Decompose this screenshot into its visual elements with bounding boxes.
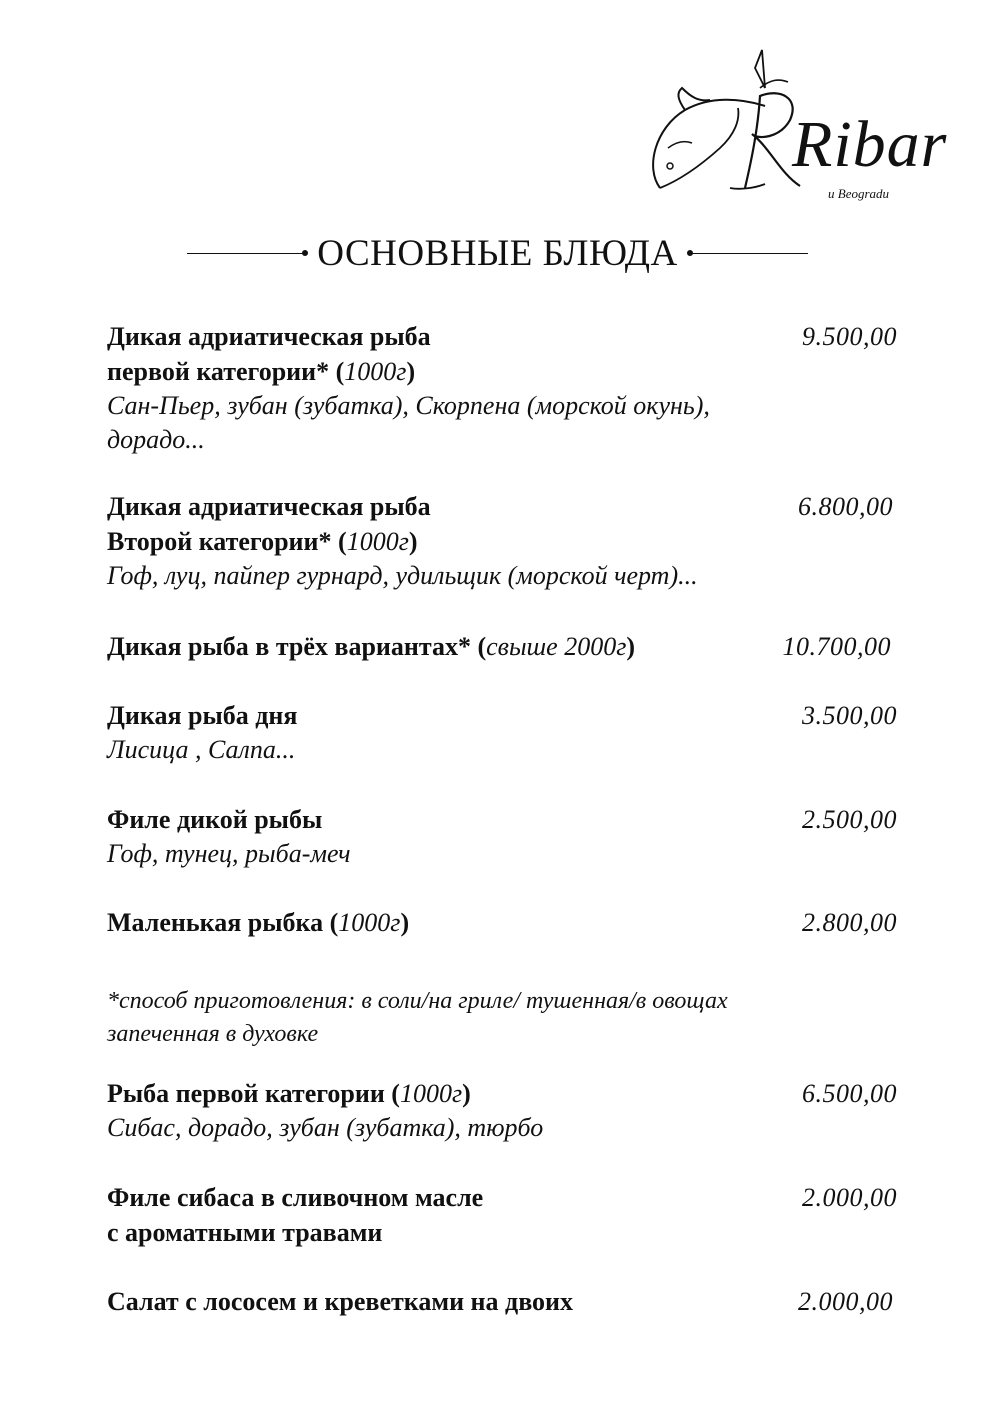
footnote-line: запеченная в духовке	[107, 1021, 319, 1047]
heading-rule-left	[187, 253, 305, 254]
item-name: Филе сибаса в сливочном масле	[107, 1183, 484, 1212]
menu-item	[107, 802, 897, 871]
item-name: Дикая рыба дня	[107, 701, 298, 730]
ribar-logo	[640, 48, 948, 208]
menu-item	[107, 1284, 897, 1319]
item-price: 6.500,00	[802, 1079, 897, 1108]
menu-item	[107, 1180, 897, 1250]
heading-rule-right	[690, 253, 808, 254]
item-price: 2.000,00	[802, 1183, 897, 1212]
item-description-line2: дорадо...	[107, 425, 205, 454]
item-description: Лисица , Салпа...	[107, 735, 296, 764]
logo-subtext: u Beogradu	[828, 186, 890, 201]
item-description: Сибас, дорадо, зубан (зубатка), тюрбо	[107, 1113, 544, 1142]
logo-wordmark: Ribar	[792, 108, 948, 181]
item-name: Дикая рыба в трёх вариантах* (свыше 2000г)	[107, 632, 636, 661]
item-price: 3.500,00	[802, 701, 897, 730]
menu-item	[107, 905, 897, 940]
item-price: 2.500,00	[802, 805, 897, 834]
item-name: Рыба первой категории (1000г)	[107, 1079, 471, 1108]
item-name-line2: с ароматными травами	[107, 1218, 383, 1247]
cooking-methods-footnote	[107, 985, 897, 1051]
item-weight: 1000г	[344, 357, 407, 386]
menu-item	[107, 1076, 897, 1145]
item-name: Дикая адриатическая рыба	[107, 492, 431, 521]
item-name: Салат с лососем и креветками на двоих	[107, 1287, 574, 1316]
section-heading	[0, 232, 995, 275]
item-description: Гоф, луц, пайпер гурнард, удильщик (морской черт)...	[107, 561, 698, 590]
item-name-line2: Второй категории* (1000г)	[107, 527, 418, 556]
item-price: 2.000,00	[798, 1287, 893, 1316]
item-weight: 1000г	[399, 1079, 463, 1108]
item-description: Сан-Пьер, зубан (зубатка), Скорпена (морской окунь),	[107, 391, 710, 420]
menu-item	[107, 698, 897, 767]
menu-item	[107, 319, 897, 457]
item-price: 10.700,00	[782, 632, 891, 661]
item-price: 9.500,00	[802, 322, 897, 351]
item-weight: свыше 2000г	[486, 632, 627, 661]
item-name: Филе дикой рыбы	[107, 805, 323, 834]
item-description: Гоф, тунец, рыба-меч	[107, 839, 351, 868]
item-price: 6.800,00	[798, 492, 893, 521]
item-weight: 1000г	[346, 527, 409, 556]
page-title: ОСНОВНЫЕ БЛЮДА	[317, 233, 678, 274]
item-weight: 1000г	[338, 908, 401, 937]
item-name: Маленькая рыбка (1000г)	[107, 908, 410, 937]
menu-item	[107, 489, 897, 593]
item-name: Дикая адриатическая рыба	[107, 322, 431, 351]
item-price: 2.800,00	[802, 908, 897, 937]
item-name-line2: первой категории* (1000г)	[107, 357, 416, 386]
footnote-line: *способ приготовления: в соли/на гриле/ тушенная/в овощах	[107, 988, 728, 1014]
menu-item	[107, 629, 897, 664]
